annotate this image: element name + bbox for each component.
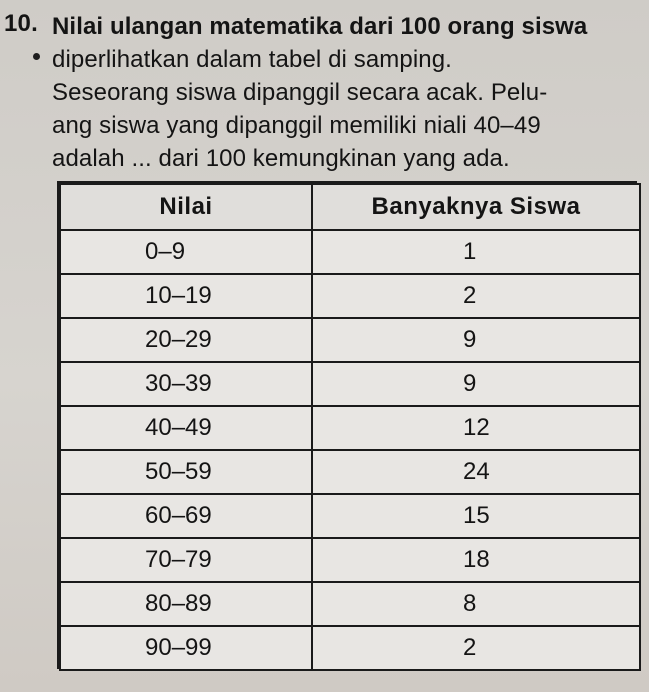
table-row bbox=[60, 450, 640, 494]
question-line-5: adalah ... dari 100 kemungkinan yang ada. bbox=[52, 145, 510, 172]
table-row bbox=[60, 318, 640, 362]
table-row bbox=[60, 626, 640, 670]
nilai-cell: 50–59 bbox=[60, 450, 312, 494]
bullet-mark bbox=[33, 53, 40, 60]
table-row bbox=[60, 494, 640, 538]
table-row bbox=[60, 538, 640, 582]
nilai-cell: 60–69 bbox=[60, 494, 312, 538]
banyaknya-siswa-cell: 2 bbox=[312, 626, 640, 670]
table-row bbox=[60, 406, 640, 450]
column-header-nilai: Nilai bbox=[60, 184, 312, 230]
banyaknya-siswa-cell: 8 bbox=[312, 582, 640, 626]
banyaknya-siswa-cell: 12 bbox=[312, 406, 640, 450]
data-table-container bbox=[57, 181, 637, 669]
table-row bbox=[60, 362, 640, 406]
table-header-row bbox=[60, 184, 640, 230]
frequency-table bbox=[59, 183, 641, 671]
question-text bbox=[52, 10, 642, 175]
table-row bbox=[60, 582, 640, 626]
banyaknya-siswa-cell: 2 bbox=[312, 274, 640, 318]
nilai-cell: 70–79 bbox=[60, 538, 312, 582]
table-row bbox=[60, 274, 640, 318]
table-row bbox=[60, 230, 640, 274]
question-line-4: ang siswa yang dipanggil memiliki niali 40–49 bbox=[52, 112, 541, 139]
banyaknya-siswa-cell: 1 bbox=[312, 230, 640, 274]
nilai-cell: 30–39 bbox=[60, 362, 312, 406]
banyaknya-siswa-cell: 24 bbox=[312, 450, 640, 494]
banyaknya-siswa-cell: 15 bbox=[312, 494, 640, 538]
question-line-1: Nilai ulangan matematika dari 100 orang siswa bbox=[52, 13, 588, 40]
nilai-cell: 80–89 bbox=[60, 582, 312, 626]
column-header-banyaknya-siswa: Banyaknya Siswa bbox=[312, 184, 640, 230]
banyaknya-siswa-cell: 9 bbox=[312, 362, 640, 406]
question-number: 10. bbox=[4, 10, 38, 37]
nilai-cell: 40–49 bbox=[60, 406, 312, 450]
question-line-3: Seseorang siswa dipanggil secara acak. Pelu- bbox=[52, 79, 548, 106]
banyaknya-siswa-cell: 9 bbox=[312, 318, 640, 362]
banyaknya-siswa-cell: 18 bbox=[312, 538, 640, 582]
nilai-cell: 0–9 bbox=[60, 230, 312, 274]
nilai-cell: 90–99 bbox=[60, 626, 312, 670]
question-line-2: diperlihatkan dalam tabel di samping. bbox=[52, 46, 452, 73]
nilai-cell: 10–19 bbox=[60, 274, 312, 318]
nilai-cell: 20–29 bbox=[60, 318, 312, 362]
